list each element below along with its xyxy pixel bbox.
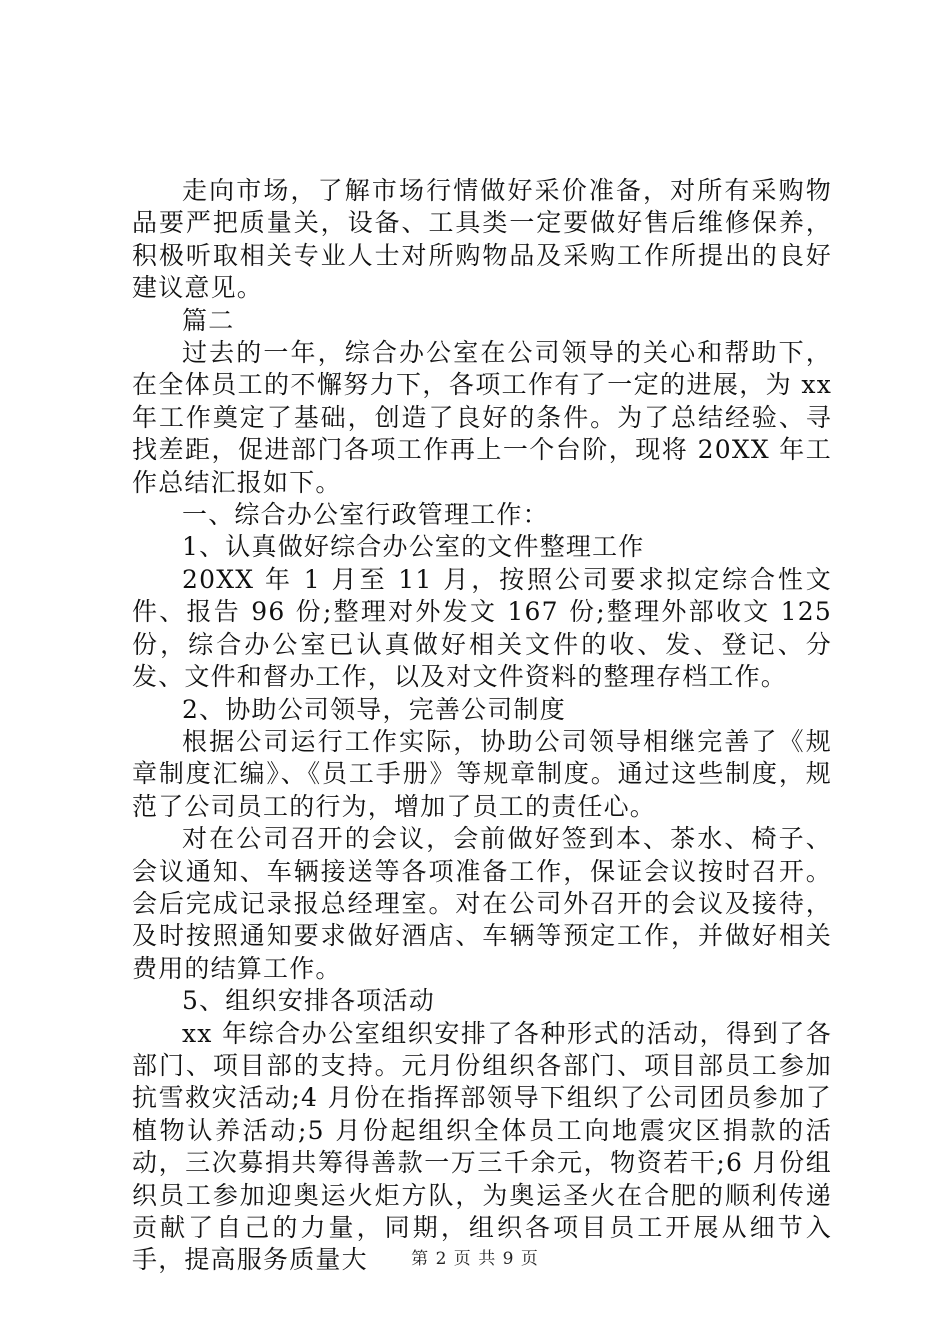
document-body xyxy=(132,175,832,1277)
subheading-activities: 5、组织安排各项活动 xyxy=(182,986,435,1016)
paragraph-4: 根据公司运行工作实际，协助公司领导相继完善了《规章制度汇编》、《员工手册》等规章制度。通过这些制度，规范了公司员工的行为，增加了员工的责任心。 xyxy=(132,726,832,821)
section-heading-part-two: 篇二 xyxy=(182,305,235,335)
paragraph-5: 对在公司召开的会议，会前做好签到本、茶水、椅子、会议通知、车辆接送等各项准备工作，保证会议按时召开。会后完成记录报总经理室。对在公司外召开的会议及接待，及时按照通知要求做好酒店、车辆等预定工作，并做好相关费用的结算工作。 xyxy=(132,824,832,983)
paragraph-2: 过去的一年，综合办公室在公司领导的关心和帮助下，在全体员工的不懈努力下，各项工作有了一定的进展，为 xx 年工作奠定了基础，创造了良好的条件。为了总结经验、寻找差距，促进部门各项工作再上一个台阶，现将 20XX 年工作总结汇报如下。 xyxy=(132,338,832,497)
subheading-file-management: 1、认真做好综合办公室的文件整理工作 xyxy=(182,532,645,562)
subheading-company-system: 2、协助公司领导，完善公司制度 xyxy=(182,694,566,724)
paragraph-3: 20XX 年 1 月至 11 月，按照公司要求拟定综合性文件、报告 96 份;整理对外发文 167 份;整理外部收文 125 份，综合办公室已认真做好相关文件的收、发、登记、分发、文件和督办工作，以及对文件资料的整理存档工作。 xyxy=(132,564,832,692)
paragraph-1: 走向市场，了解市场行情做好采价准备，对所有采购物品要严把质量关，设备、工具类一定要做好售后维修保养，积极听取相关专业人士对所购物品及采购工作所提出的良好建议意见。 xyxy=(132,176,832,303)
section-heading-admin: 一、综合办公室行政管理工作： xyxy=(182,500,549,530)
page-number-footer: 第 2 页 共 9 页 xyxy=(411,1249,539,1269)
paragraph-6: xx 年综合办公室组织安排了各种形式的活动，得到了各部门、项目部的支持。元月份组织各部门、项目部员工参加抗雪救灾活动;4 月份在指挥部领导下组织了公司团员参加了植物认养活动;5 月份起组织全体员工向地震灾区捐款的活动，三次募捐共筹得善款一万三千余元，物资若干;6 月份组织员工参加迎奥运火炬方队，为奥运圣火在合肥的顺利传递贡献了自己的力量，同期，组织各项目员工开展从细节入手，提高服务质量大 xyxy=(132,1018,832,1275)
